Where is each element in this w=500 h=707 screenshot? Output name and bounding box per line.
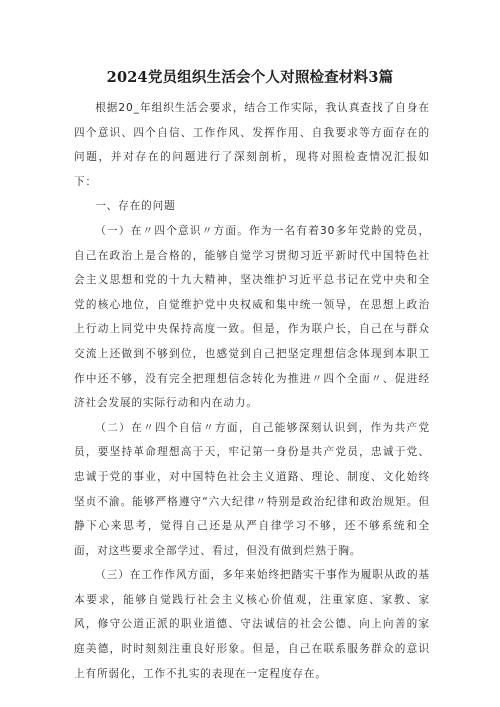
paragraph-four-confidence: （二）在〃四个自信〃方面，自己能够深刻认识到，作为共产党员，要坚持革命理想高于天，牢记第一身份是共产党员，忠诚于党、忠诚于党的事业，对中国特色社会主义道路、理论、制度、文化始终坚贞不渝。能够严格遵守“六大纪律〃特别是政治纪律和政治规矩。但静下心来思考，觉得自己还是从严自律学习不够，还不够系统和全面，对这些要求全部学过、看过，但没有做到烂熟于胸。	[74, 421, 430, 557]
document-title: 2024党员组织生活会个人对照检查材料3篇	[106, 69, 394, 86]
intro-paragraph: 根据20_年组织生活会要求，结合工作实际，我认真查找了自身在四个意识、四个自信、工作作风、发挥作用、自我要求等方面存在的问题，并对存在的问题进行了深刻剖析，现将对照检查情况汇报如下：	[74, 102, 430, 188]
paragraph-four-awareness: （一）在〃四个意识〃方面。作为一名有着30多年党龄的党员，自己在政治上是合格的，能够自觉学习贯彻习近平新时代中国特色社会主义思想和党的十九大精神，坚决维护习近平总书记在党中央和全党的核心地位，自觉维护党中央权威和集中统一领导，在思想上政治上行动上同党中央保持高度一致。但是，作为联户长，自己在与群众交流上还做到不够到位，也感觉到自己把坚定理想信念体现到本职工作中还不够，没有完全把理想信念转化为推进〃四个全面〃、促进经济社会发展的实际行动和内在动力。	[74, 224, 430, 410]
paragraph-work-style: （三）在工作作风方面，多年来始终把踏实干事作为履职从政的基本要求，能够自觉践行社会主义核心价值观，注重家庭、家教、家风，修守公道正派的职业道德、守法诚信的社会公德、向上向善的家庭美德，时时刻刻注重良好形象。但是，自己在联系服务群众的意识上有所弱化，工作不扎实的表现在一定程度存在。	[74, 569, 430, 680]
section-heading: 一、存在的问题	[95, 200, 176, 213]
document-body	[74, 96, 430, 686]
